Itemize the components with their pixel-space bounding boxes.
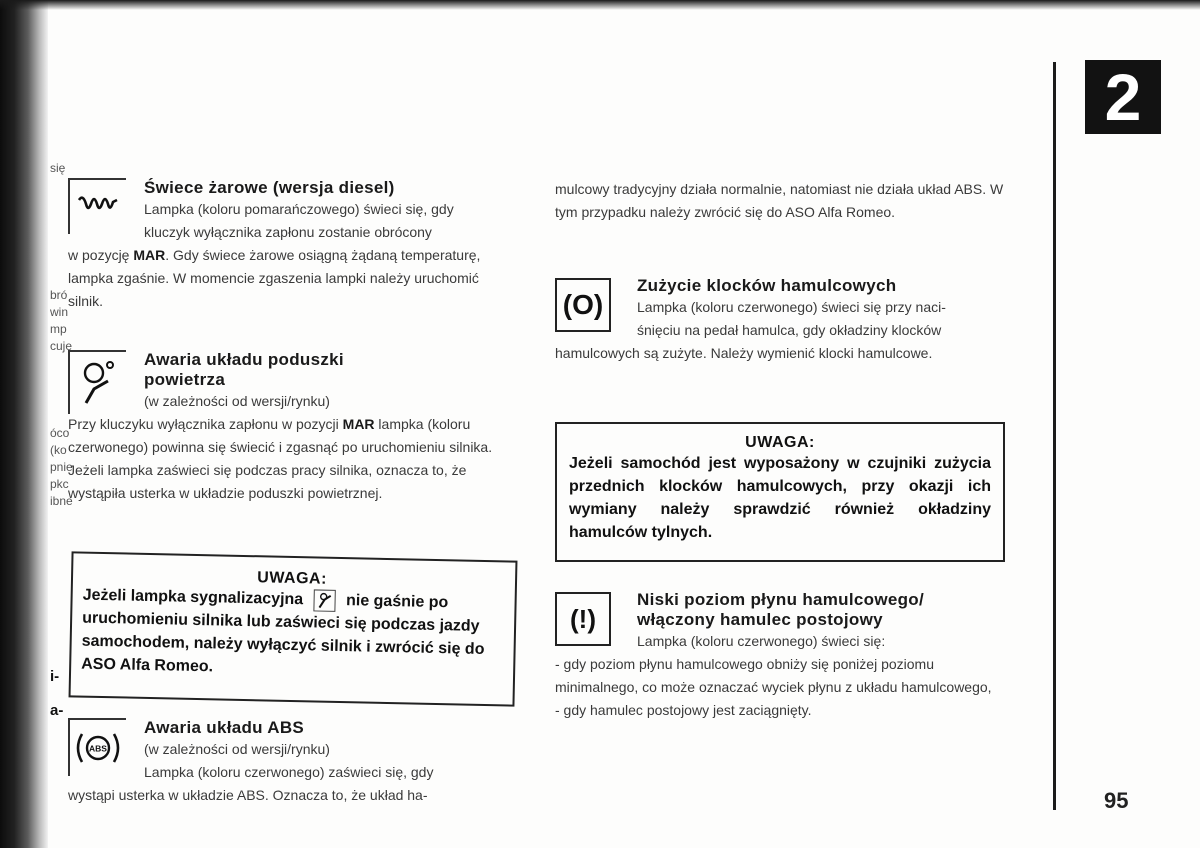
warning-body-post: nie gaśnie po uruchomieniu silnika lub zaświeci się podczas jazdy samochodem, należy wyłączyć silnik i zwrócić się do ASO Alfa Romeo. (81, 592, 485, 676)
abs-icon-label: ABS (89, 743, 107, 754)
brake-fluid-item2: - gdy hamulec postojowy jest zaciągnięty. (555, 702, 812, 718)
edge-word: pnie (50, 460, 73, 474)
glow-plug-icon (68, 178, 126, 234)
warning-title: UWAGA: (257, 569, 328, 588)
airbag-body-post: lampka (koloru czerwonego) powinna się świecić i zgasnąć po uruchomieniu silnika. Jeżeli lampka zaświeci się podczas pracy silnika, oznacza to, że wystąpiła usterka w układzie poduszki powietrznej. (68, 416, 493, 501)
warning-body: Jeżeli samochód jest wyposażony w czujniki zużycia przednich klocków hamulcowych, przy okazji ich wymiany należy sprawdzić również okładziny hamulców tylnych. (569, 455, 991, 541)
glow-plugs-body-post: . Gdy świece żarowe osiągną żądaną temperaturę, lampka zgaśnie. W momencie zgaszenia lampki należy uruchomić silnik. (68, 247, 481, 309)
brake-fluid-title: Niski poziom płynu hamulcowego/ (637, 590, 924, 609)
edge-word: bró (50, 288, 68, 302)
abs-subtitle: (w zależności od wersji/rynku) (144, 741, 330, 757)
glow-plugs-section (68, 178, 514, 313)
edge-word: win (50, 305, 69, 319)
warning-box-airbag (69, 551, 518, 706)
glow-plugs-title: Świece żarowe (wersja diesel) (144, 178, 395, 197)
brake-fluid-item1: - gdy poziom płynu hamulcowego obniży się poniżej poziomu minimalnego, co może oznaczać wyciek płynu z układu hamulcowego, (555, 656, 992, 695)
brake-pads-body: hamulcowych są zużyte. Należy wymienić klocki hamulcowe. (555, 345, 933, 361)
abs-icon (68, 718, 126, 776)
brake-pads-line1: Lampka (koloru czerwonego) świeci się przy naci- (637, 299, 946, 315)
chapter-marker: 2 (1085, 60, 1161, 134)
edge-word: cuje (50, 339, 73, 353)
airbag-subtitle: (w zależności od wersji/rynku) (144, 393, 330, 409)
airbag-inline-icon (313, 589, 335, 611)
edge-word: ibne (50, 494, 73, 508)
airbag-icon (68, 350, 126, 414)
book-spine-shadow (0, 0, 48, 848)
warning-body (81, 584, 501, 685)
glow-plugs-line2: kluczyk wyłącznika zapłonu zostanie obrócony (144, 224, 432, 240)
edge-word: a- (50, 702, 64, 719)
warning-box-brake-pads (555, 422, 1005, 562)
brake-fluid-icon (555, 592, 611, 646)
warning-body-pre: Jeżeli lampka sygnalizacyjna (82, 586, 304, 609)
abs-body: wystąpi usterka w układzie ABS. Oznacza to, że układ ha- (68, 787, 428, 803)
mar-keyword: MAR (133, 247, 166, 263)
airbag-body-pre: Przy kluczyku wyłącznika zapłonu w pozycji (68, 416, 343, 432)
abs-continued-text: mulcowy tradycyjny działa normalnie, natomiast nie działa układ ABS. W tym przypadku należy zwrócić się do ASO Alfa Romeo. (555, 181, 1004, 220)
airbag-title: Awaria układu poduszki (144, 350, 344, 369)
abs-continued (555, 178, 1010, 224)
brake-fluid-line1: Lampka (koloru czerwonego) świeci się: (637, 633, 886, 649)
edge-word: i- (50, 668, 60, 685)
glow-plugs-body (68, 244, 514, 313)
glow-plugs-body-pre: w pozycję (68, 247, 134, 263)
brake-pad-icon-glyph: (O) (562, 289, 604, 320)
edge-word: mp (50, 322, 67, 336)
mar-keyword: MAR (342, 416, 375, 432)
abs-title: Awaria układu ABS (144, 718, 305, 737)
previous-page-edge-bold (50, 660, 64, 728)
brake-fluid-title-2: włączony hamulec postojowy (637, 610, 883, 629)
brake-pads-section (555, 276, 1010, 365)
airbag-title-2: powietrza (144, 370, 226, 389)
glow-plugs-line1: Lampka (koloru pomarańczowego) świeci się, gdy (144, 201, 454, 217)
page-number: 95 (1104, 788, 1129, 813)
edge-word: óco (50, 426, 70, 440)
edge-word: pkc (50, 477, 69, 491)
warning-title: UWAGA: (745, 434, 815, 451)
airbag-body (68, 413, 514, 505)
brake-pads-line2: śnięciu na pedał hamulca, gdy okładziny klocków (637, 322, 942, 338)
brake-pads-title: Zużycie klocków hamulcowych (637, 276, 897, 295)
column-rule (1053, 62, 1056, 810)
brake-pad-icon (555, 278, 611, 332)
top-shadow (0, 0, 1200, 10)
abs-line1: Lampka (koloru czerwonego) zaświeci się, gdy (144, 764, 434, 780)
brake-fluid-section (555, 590, 1010, 722)
abs-section (68, 718, 514, 807)
previous-page-edge-text (50, 160, 73, 510)
edge-word: się (50, 161, 66, 175)
airbag-section (68, 350, 514, 505)
edge-word: (ko (50, 443, 67, 457)
brake-fluid-icon-glyph: (!) (570, 603, 596, 634)
